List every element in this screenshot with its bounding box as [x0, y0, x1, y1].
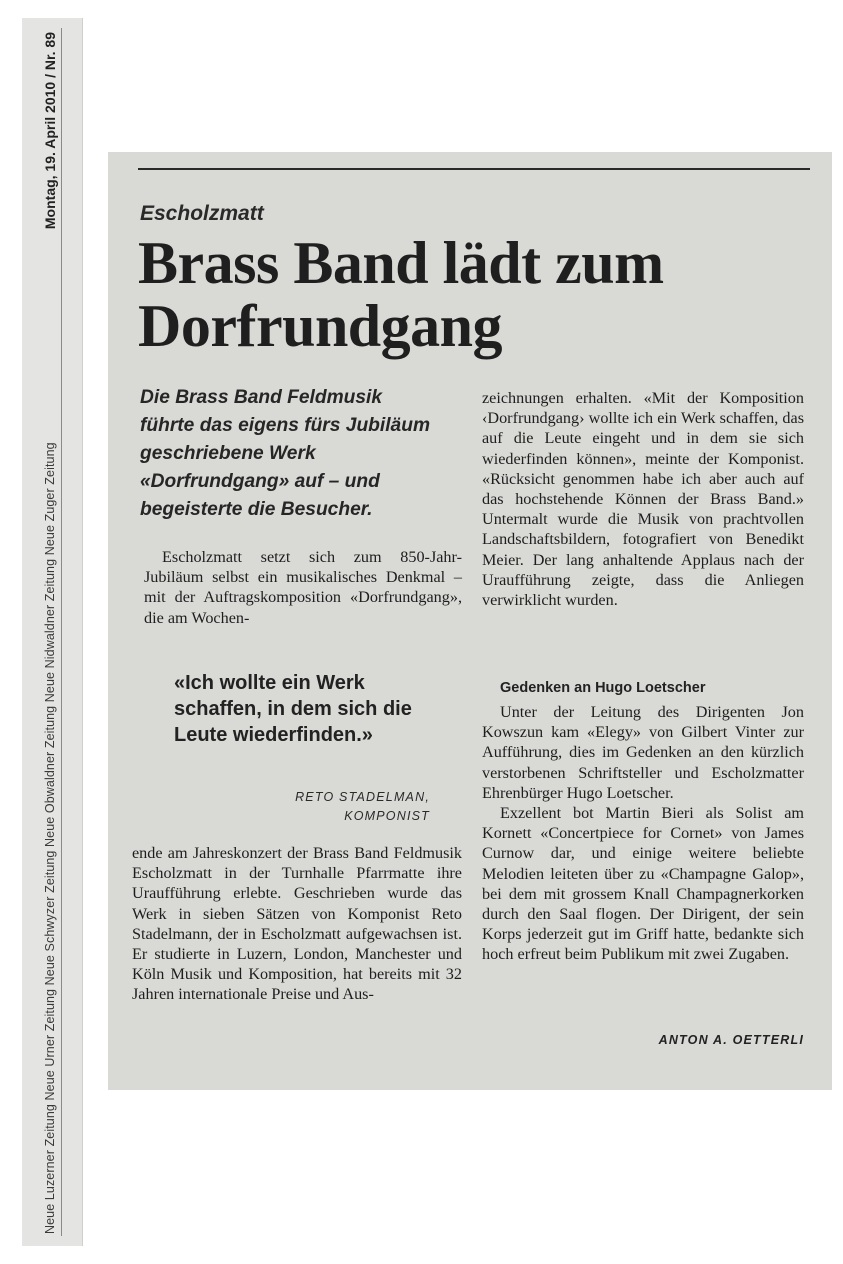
newspaper-clipping	[108, 152, 832, 1090]
issue-date: Montag, 19. April 2010 / Nr. 89	[42, 32, 58, 230]
masthead-divider	[61, 28, 62, 1236]
section-subhead: Gedenken an Hugo Loetscher	[500, 680, 706, 696]
article-kicker: Escholzmatt	[140, 202, 264, 225]
body-memorial-paragraph: Unter der Leitung des Dirigenten Jon Kowszun kam «Elegy» von Gilbert Vinter zur Aufführung, dies im Gedenken an den kürzlich verstorbenen Schriftsteller und Escholzmatter Ehrenbürger Hugo Loetscher.	[482, 703, 804, 802]
masthead-rotated-text	[22, 18, 82, 1246]
body-continued: ende am Jahreskonzert der Brass Band Feldmusik Escholzmatt in der Turnhalle Pfarrmatte ihre Uraufführung erlebte. Geschrieben wurde das Werk in sieben Sätzen von Komponist Reto Stadelmann, der in Escholzmatt aufgewachsen ist. Er studierte in Luzern, London, Manchester und Köln Musik und Komposition, hat bereits mit 32 Jahren internationale Preise und Aus-	[132, 844, 462, 1004]
pull-quote: «Ich wollte ein Werk schaffen, in dem sich die Leute wiederfinden.»	[174, 672, 412, 746]
newspaper-masthead-strip	[22, 18, 83, 1246]
pull-quote-author	[168, 788, 430, 826]
pull-quote-author-role: KOMPONIST	[344, 809, 430, 823]
article-headline: Brass Band lädt zum Dorfrundgang	[138, 230, 664, 359]
body-right-column: zeichnungen erhalten. «Mit der Komposition ‹Dorfrundgang› wollte ich ein Werk schaffen, das auf die Leute eingeht und in dem sie sich wiederfinden können», meinte der Komponist. «Rücksicht genommen habe ich aber auch auf das hochstehende Können der Brass Band.» Untermalt wurde die Musik von prachtvollen Landschaftsbildern, fotografiert von Benedikt Meier. Der lang anhaltende Applaus nach der Uraufführung zeigte, dass die Anliegen verwirklicht wurden.	[482, 389, 804, 610]
newspaper-titles: Neue Luzerner Zeitung Neue Urner Zeitung Neue Schwyzer Zeitung Neue Obwaldner Zeitung Neue Nidwaldner Zeitung Neue Zuger Zeitung	[43, 442, 57, 1234]
body-final-paragraph: Exzellent bot Martin Bieri als Solist am Kornett «Concertpiece for Cornet» von James Curnow dar, und einige weitere beliebte Melodien leiteten über zu «Champagne Galop», bei dem mit grossem Knall Champagnerkorken durch den Saal flogen. Der Dirigent, der sein Korps jederzeit gut im Griff hatte, bedankte sich hoch erfreut beim Publikum mit zwei Zugaben.	[482, 804, 804, 964]
top-rule-divider	[138, 168, 810, 170]
body-intro: Escholzmatt setzt sich zum 850-Jahr-Jubiläum selbst ein musikalisches Denkmal – mit der Auftragskomposition «Dorfrundgang», die am Wochen-	[144, 548, 462, 627]
masthead-line	[42, 18, 58, 1246]
body-right-lower	[482, 702, 804, 965]
pull-quote-author-name: RETO STADELMAN,	[295, 790, 430, 804]
article-lead: Die Brass Band Feldmusik führte das eigens fürs Jubiläum geschriebene Werk «Dorfrundgang» auf – und begeisterte die Besucher.	[140, 387, 431, 520]
article-author: ANTON A. OETTERLI	[658, 1033, 804, 1047]
